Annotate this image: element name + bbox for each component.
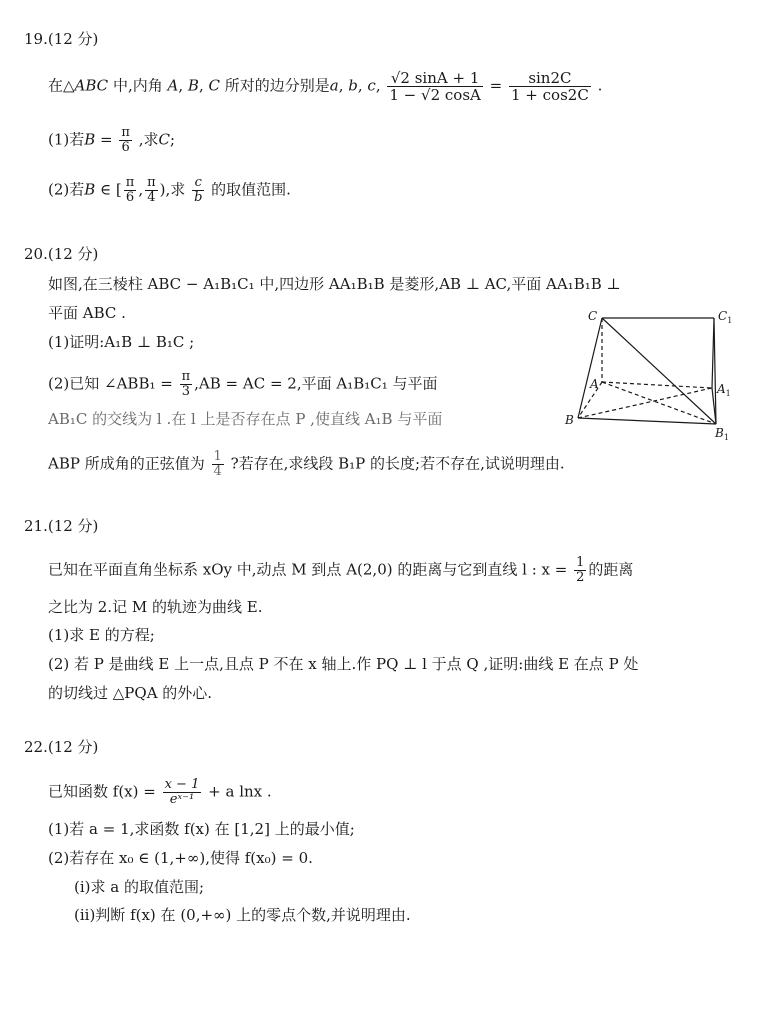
edge-B-B1	[578, 418, 716, 424]
label-C1: $C_1$	[718, 309, 733, 325]
label-B1: $B_1$	[715, 426, 729, 440]
q21-line1: 已知在平面直角坐标系 xOy 中,动点 M 到点 A(2,0) 的距离与它到直线 l : x = $\frac{1}{2}$ 的距离	[48, 555, 634, 585]
q19-header: 19.(12 分)	[24, 30, 99, 48]
q22-part1: (1)若 a = 1,求函数 f(x) 在 [1,2] 上的最小值;	[48, 820, 355, 838]
label-C: C	[588, 309, 598, 323]
q22-part2ii: (ii)判断 f(x) 在 (0,+∞) 上的零点个数,并说明理由.	[74, 906, 411, 924]
q22-part2i: (i)求 a 的取值范围;	[74, 878, 205, 896]
edge-A-B1	[602, 382, 716, 424]
q20-line1: 如图,在三棱柱 ABC − A₁B₁C₁ 中,四边形 AA₁B₁B 是菱形,AB ⊥ AC,平面 AA₁B₁B ⊥	[48, 275, 621, 293]
edge-B-A1	[578, 388, 712, 418]
q20-part2b: AB₁C 的交线为 l .在 l 上是否存在点 P ,使直线 A₁B 与平面	[48, 410, 443, 428]
q19-part2: (2)若B ∈ [ $\frac{\pi}{6}$ , $\frac{\pi}{4}$ ),求 $\frac{c}{b}$ 的取值范围.	[48, 175, 291, 205]
q21-part2a: (2) 若 P 是曲线 E 上一点,且点 P 不在 x 轴上.作 PQ ⊥ l 于点 Q ,证明:曲线 E 在点 P 处	[48, 655, 639, 673]
q20-part2a: (2)已知 ∠ABB₁ = $\frac{\pi}{3}$ ,AB = AC = 2,平面 A₁B₁C₁ 与平面	[48, 369, 438, 399]
q21-part1: (1)求 E 的方程;	[48, 626, 155, 644]
q21-part2b: 的切线过 △PQA 的外心.	[48, 684, 213, 702]
q20-header: 20.(12 分)	[24, 245, 99, 263]
q20-line2: 平面 ABC .	[48, 304, 126, 322]
q19-stem: 在△ABC 中,内角 A, B, C 所对的边分别是a, b, c, $\frac{√2 \sin A + 1}{1 - √2 \cos A}$ = $\frac{\sin 2C}{1 + \cos 2C}$ .	[48, 69, 603, 104]
edge-C-B	[578, 318, 602, 418]
label-A: A	[590, 377, 599, 391]
edge-A-A1	[602, 382, 712, 388]
q20-part2c: ABP 所成角的正弦值为 $\frac{1}{4}$ ?若存在,求线段 B₁P 的长度;若不存在,试说明理由.	[48, 449, 565, 479]
label-A1: $A_1$	[717, 382, 731, 398]
edge-C-B1	[602, 318, 716, 424]
q22-part2: (2)若存在 x₀ ∈ (1,+∞),使得 f(x₀) = 0.	[48, 849, 313, 867]
prism-figure	[560, 300, 750, 440]
q20-part1: (1)证明:A₁B ⊥ B₁C ;	[48, 333, 195, 351]
q19-lhs-fraction: $\frac{√2 \sin A + 1}{1 - √2 \cos A}$	[389, 69, 481, 104]
q21-line2: 之比为 2.记 M 的轨迹为曲线 E.	[48, 598, 263, 616]
label-B: B	[565, 413, 574, 427]
q19-part1: (1)若B = $\frac{\pi}{6}$ ,求C;	[48, 125, 176, 155]
q22-line1: 已知函数 f(x) = $\frac{x - 1}{\text{eˣ⁻¹}}$ + a lnx .	[48, 777, 272, 807]
q21-header: 21.(12 分)	[24, 517, 99, 535]
edge-C1-A1	[712, 318, 714, 388]
q22-header: 22.(12 分)	[24, 738, 99, 756]
q19-rhs-fraction: $\frac{\sin 2C}{1 + \cos 2C}$	[511, 69, 589, 104]
